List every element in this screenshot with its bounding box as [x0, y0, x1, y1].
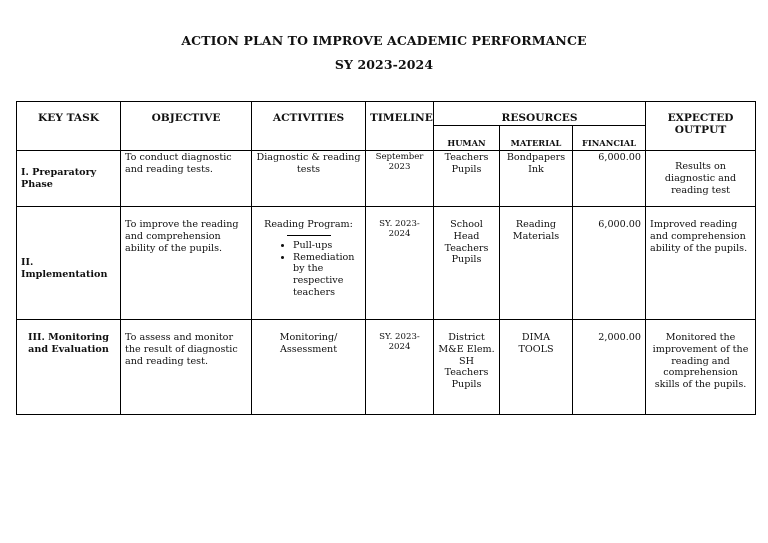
material-resources-cell: Reading Materials	[500, 207, 573, 320]
header-row	[17, 102, 756, 126]
objective-cell: To conduct diagnostic and reading tests.	[121, 151, 252, 207]
expected-output-cell: Improved reading and comprehension ability of the pupils.	[646, 207, 756, 320]
header-financial: FINANCIAL	[573, 126, 646, 151]
action-plan-table	[16, 101, 756, 415]
timeline-cell: SY. 2023-2024	[366, 207, 434, 320]
header-objective: OBJECTIVE	[121, 102, 252, 151]
header-key-task: KEY TASK	[17, 102, 121, 151]
document-subtitle: SY 2023-2024	[334, 57, 434, 72]
header-timeline: TIMELINE	[366, 102, 434, 151]
material-resources-cell: Bondpapers Ink	[500, 151, 573, 207]
timeline-cell: SY. 2023-2024	[366, 320, 434, 415]
header-resources: RESOURCES	[434, 102, 646, 126]
financial-resources-cell: 2,000.00	[573, 320, 646, 415]
activities-cell: Diagnostic & reading tests	[252, 151, 366, 207]
divider	[287, 235, 331, 236]
material-resources-cell: DIMA TOOLS	[500, 320, 573, 415]
table-row	[17, 207, 756, 320]
header-expected-output: EXPECTED OUTPUT	[646, 102, 756, 151]
activities-list	[256, 240, 361, 299]
header-human: HUMAN	[434, 126, 500, 151]
expected-output-cell: Results on diagnostic and reading test	[646, 151, 756, 207]
human-resources-cell: District M&E Elem. SH Teachers Pupils	[434, 320, 500, 415]
objective-cell: To assess and monitor the result of diagnostic and reading test.	[121, 320, 252, 415]
timeline-cell: September 2023	[366, 151, 434, 207]
table-row	[17, 320, 756, 415]
key-task-cell: III. Monitoring and Evaluation	[17, 320, 121, 415]
table-row	[17, 151, 756, 207]
document-title: ACTION PLAN TO IMPROVE ACADEMIC PERFORMANCE	[181, 33, 587, 48]
activities-heading: Reading Program:	[264, 219, 353, 230]
list-item: • Remediation by the respective teachers	[293, 252, 361, 299]
human-resources-cell: School Head Teachers Pupils	[434, 207, 500, 320]
key-task-cell: II. Implementation	[17, 207, 121, 320]
objective-cell: To improve the reading and comprehension ability of the pupils.	[121, 207, 252, 320]
financial-resources-cell: 6,000.00	[573, 207, 646, 320]
list-item: • Pull-ups	[293, 240, 361, 252]
activities-cell: Monitoring/ Assessment	[252, 320, 366, 415]
key-task-cell: I. Preparatory Phase	[17, 151, 121, 207]
human-resources-cell: Teachers Pupils	[434, 151, 500, 207]
header-activities: ACTIVITIES	[252, 102, 366, 151]
activities-cell	[252, 207, 366, 320]
header-material: MATERIAL	[500, 126, 573, 151]
expected-output-cell: Monitored the improvement of the reading and comprehension skills of the pupils.	[646, 320, 756, 415]
financial-resources-cell: 6,000.00	[573, 151, 646, 207]
